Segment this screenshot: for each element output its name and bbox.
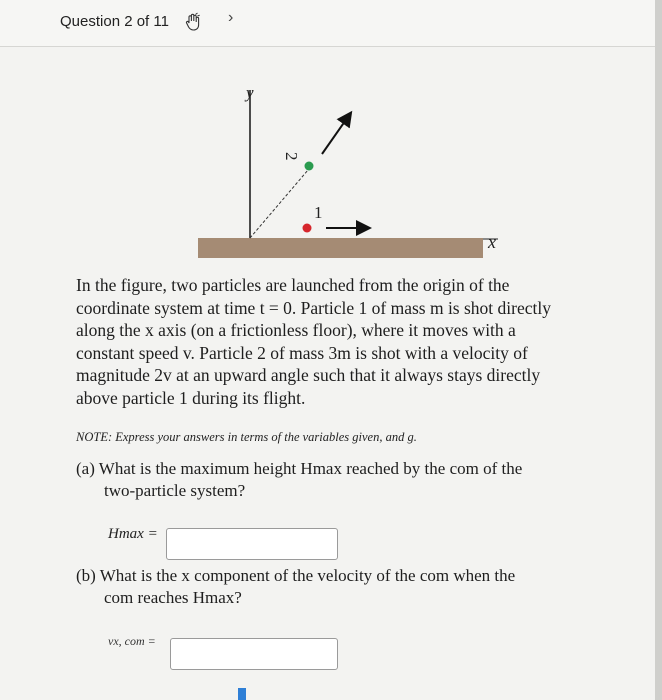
bottom-tab-marker bbox=[238, 688, 246, 700]
top-bar bbox=[0, 0, 655, 47]
y-axis-label: y bbox=[246, 83, 254, 102]
page-edge bbox=[655, 0, 662, 700]
part-b-line: com reaches Hmax? bbox=[104, 588, 242, 607]
hmax-answer-input[interactable] bbox=[166, 528, 338, 560]
problem-line: In the figure, two particles are launched from the origin of the bbox=[76, 275, 510, 295]
hmax-answer-label: Hmax = bbox=[108, 526, 158, 542]
vx-com-answer-input[interactable] bbox=[170, 638, 338, 670]
question-counter: Question 2 of 11 bbox=[60, 13, 169, 30]
next-question-button[interactable]: › bbox=[228, 9, 234, 26]
vx-com-answer-label: vx, com = bbox=[108, 634, 156, 648]
particle-2 bbox=[305, 162, 314, 171]
problem-line: magnitude 2v at an upward angle such that it always stays directly bbox=[76, 365, 541, 385]
particle-figure bbox=[190, 80, 520, 265]
problem-line: along the x axis (on a frictionless floor), where it moves with a bbox=[76, 320, 516, 340]
problem-line: above particle 1 during its flight. bbox=[76, 387, 306, 408]
particle-2-velocity-arrow bbox=[322, 114, 350, 154]
x-axis-label: x bbox=[488, 232, 496, 252]
part-a-line: (a) What is the maximum height Hmax reached by the com of the bbox=[76, 459, 523, 478]
part-a-line: two-particle system? bbox=[104, 481, 246, 500]
trajectory-dashed-line bbox=[250, 170, 308, 238]
part-b-question bbox=[76, 565, 636, 609]
part-b-line: (b) What is the x component of the velocity of the com when the bbox=[76, 566, 516, 585]
problem-line: coordinate system at time t = 0. Particle 1 of mass m is shot directly bbox=[76, 297, 551, 318]
problem-statement bbox=[76, 274, 636, 409]
part-a-question bbox=[76, 458, 636, 502]
particle-1-label: 1 bbox=[314, 203, 323, 222]
note-text: NOTE: Express your answers in terms of the variables given, and g. bbox=[76, 430, 417, 444]
hand-icon[interactable] bbox=[183, 12, 203, 32]
problem-line: constant speed v. Particle 2 of mass 3m is shot with a velocity of bbox=[76, 342, 528, 363]
particle-2-label: 2 bbox=[282, 152, 301, 161]
particle-1 bbox=[303, 224, 312, 233]
floor bbox=[198, 238, 483, 258]
